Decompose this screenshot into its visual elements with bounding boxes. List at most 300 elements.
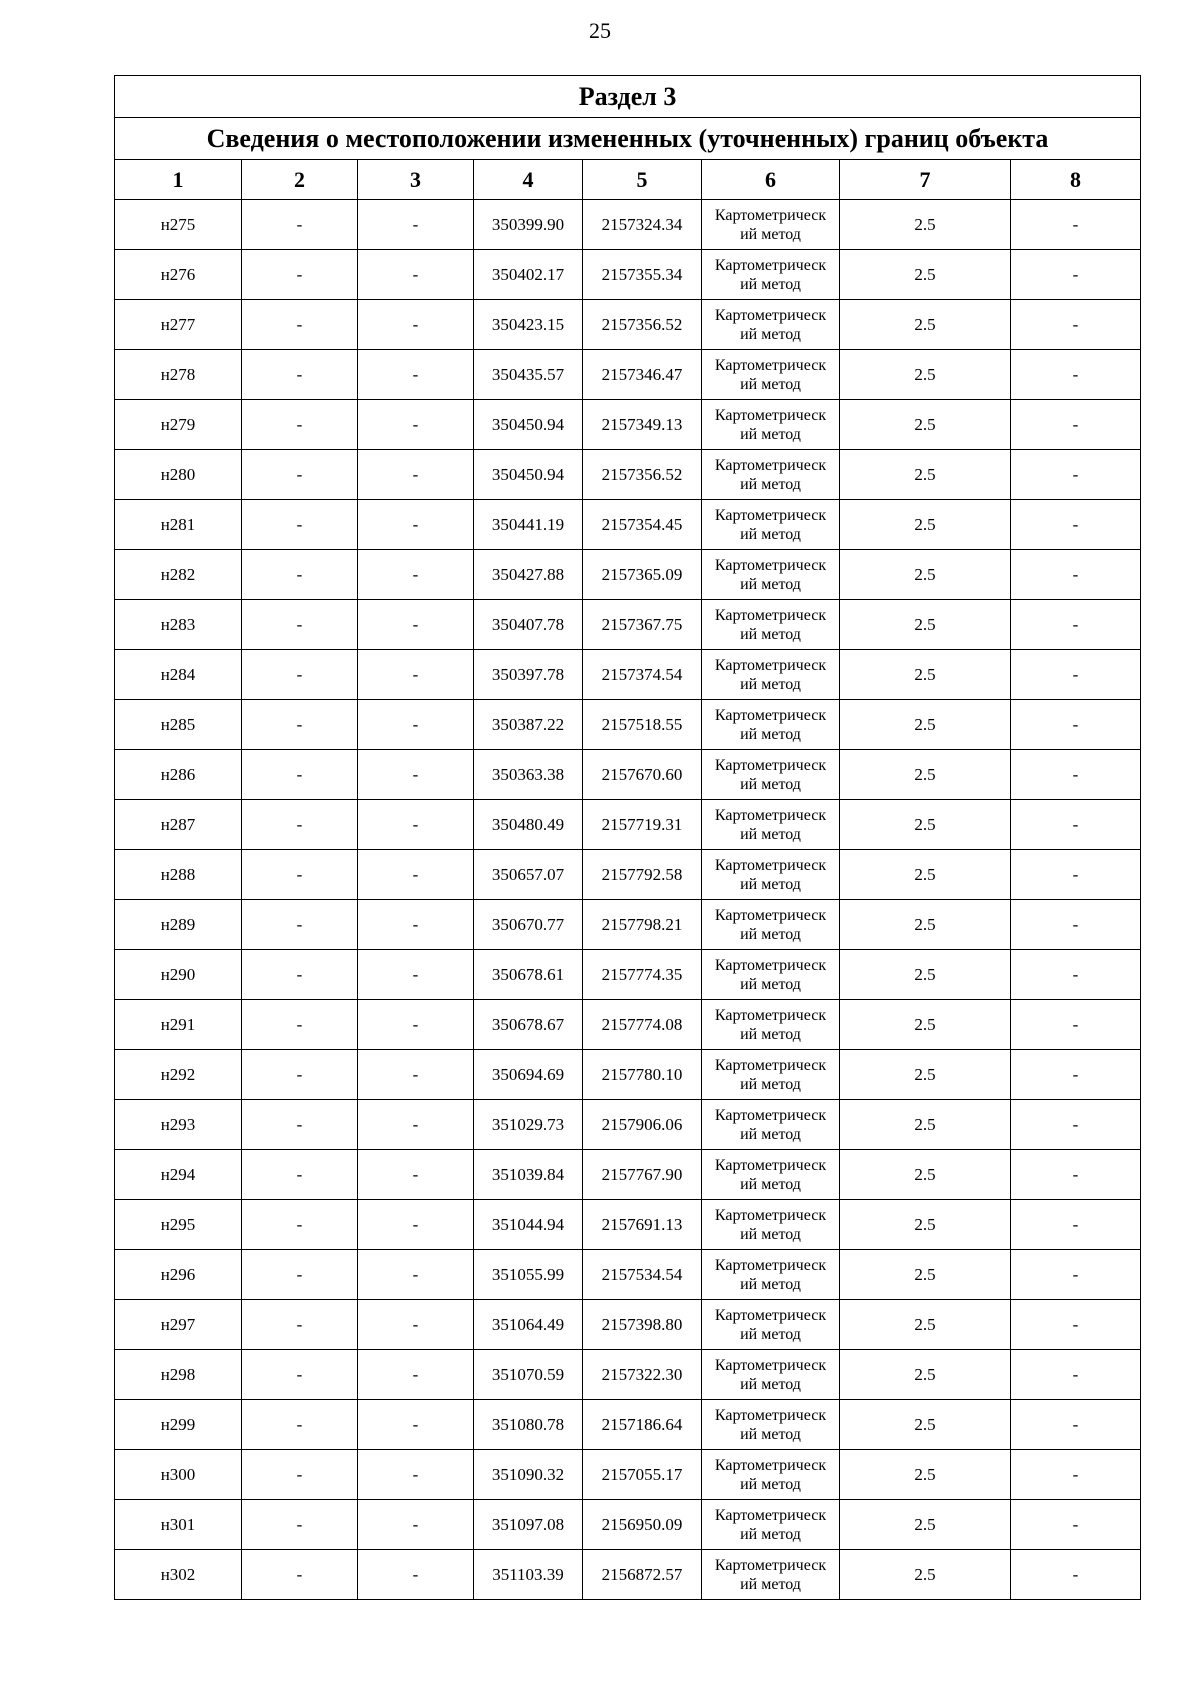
coordinate-y: 2157365.09 <box>583 550 702 600</box>
point-number: н282 <box>115 550 242 600</box>
coordinate-y: 2157780.10 <box>583 1050 702 1100</box>
method <box>702 1100 840 1150</box>
accuracy: 2.5 <box>840 650 1011 700</box>
cell-col2: - <box>242 1400 358 1450</box>
cell-col3: - <box>358 300 474 350</box>
method <box>702 600 840 650</box>
cell-col8: - <box>1011 350 1141 400</box>
method-line-1: Картометрическ <box>714 1506 827 1524</box>
cell-col3: - <box>358 750 474 800</box>
coordinate-x: 350407.78 <box>474 600 583 650</box>
coordinate-y: 2157670.60 <box>583 750 702 800</box>
method <box>702 1250 840 1300</box>
cell-col2: - <box>242 550 358 600</box>
cell-col8: - <box>1011 700 1141 750</box>
method-line-1: Картометрическ <box>714 1206 827 1224</box>
cell-col3: - <box>358 550 474 600</box>
point-number: н283 <box>115 600 242 650</box>
cell-col3: - <box>358 1500 474 1550</box>
method-line-2: ий метод <box>740 375 801 393</box>
method-line-2: ий метод <box>740 1475 801 1493</box>
coordinate-y: 2157691.13 <box>583 1200 702 1250</box>
point-number: н297 <box>115 1300 242 1350</box>
cell-col8: - <box>1011 1000 1141 1050</box>
table-row <box>115 850 1141 900</box>
accuracy: 2.5 <box>840 1550 1011 1600</box>
cell-col8: - <box>1011 900 1141 950</box>
method-line-2: ий метод <box>740 825 801 843</box>
coordinate-y: 2157534.54 <box>583 1250 702 1300</box>
coordinate-y: 2157767.90 <box>583 1150 702 1200</box>
coordinate-x: 351064.49 <box>474 1300 583 1350</box>
method-line-2: ий метод <box>740 425 801 443</box>
coordinate-x: 351039.84 <box>474 1150 583 1200</box>
table-row <box>115 900 1141 950</box>
coordinate-x: 351070.59 <box>474 1350 583 1400</box>
method-line-2: ий метод <box>740 775 801 793</box>
coordinate-x: 350450.94 <box>474 400 583 450</box>
coordinate-y: 2157719.31 <box>583 800 702 850</box>
method-line-1: Картометрическ <box>714 1256 827 1274</box>
method-line-1: Картометрическ <box>714 556 827 574</box>
method-line-2: ий метод <box>740 1575 801 1593</box>
point-number: н294 <box>115 1150 242 1200</box>
method-line-2: ий метод <box>740 475 801 493</box>
method-line-1: Картометрическ <box>714 1006 827 1024</box>
cell-col8: - <box>1011 550 1141 600</box>
coordinate-y: 2157798.21 <box>583 900 702 950</box>
method-line-1: Картометрическ <box>714 306 827 324</box>
cell-col3: - <box>358 400 474 450</box>
coordinate-y: 2157518.55 <box>583 700 702 750</box>
point-number: н300 <box>115 1450 242 1500</box>
accuracy: 2.5 <box>840 1000 1011 1050</box>
cell-col2: - <box>242 1450 358 1500</box>
point-number: н295 <box>115 1200 242 1250</box>
method <box>702 500 840 550</box>
cell-col8: - <box>1011 250 1141 300</box>
method-line-2: ий метод <box>740 1525 801 1543</box>
cell-col2: - <box>242 1300 358 1350</box>
cell-col2: - <box>242 500 358 550</box>
method <box>702 1500 840 1550</box>
point-number: н278 <box>115 350 242 400</box>
method-line-1: Картометрическ <box>714 906 827 924</box>
method-line-1: Картометрическ <box>714 356 827 374</box>
coordinate-y: 2157367.75 <box>583 600 702 650</box>
column-number: 3 <box>358 160 474 200</box>
point-number: н279 <box>115 400 242 450</box>
point-number: н293 <box>115 1100 242 1150</box>
point-number: н291 <box>115 1000 242 1050</box>
cell-col2: - <box>242 700 358 750</box>
table-row <box>115 1550 1141 1600</box>
cell-col2: - <box>242 1050 358 1100</box>
cell-col3: - <box>358 700 474 750</box>
method-line-2: ий метод <box>740 1375 801 1393</box>
method-line-1: Картометрическ <box>714 1356 827 1374</box>
point-number: н299 <box>115 1400 242 1450</box>
method <box>702 1200 840 1250</box>
cell-col8: - <box>1011 450 1141 500</box>
cell-col2: - <box>242 1550 358 1600</box>
point-number: н292 <box>115 1050 242 1100</box>
method-line-2: ий метод <box>740 1425 801 1443</box>
method-line-1: Картометрическ <box>714 1106 827 1124</box>
coordinate-x: 350387.22 <box>474 700 583 750</box>
coordinate-y: 2157906.06 <box>583 1100 702 1150</box>
method-line-2: ий метод <box>740 225 801 243</box>
method <box>702 1300 840 1350</box>
cell-col3: - <box>358 950 474 1000</box>
method-line-2: ий метод <box>740 875 801 893</box>
coordinate-x: 351029.73 <box>474 1100 583 1150</box>
column-number: 8 <box>1011 160 1141 200</box>
accuracy: 2.5 <box>840 1150 1011 1200</box>
point-number: н287 <box>115 800 242 850</box>
column-number: 6 <box>702 160 840 200</box>
method-line-2: ий метод <box>740 1125 801 1143</box>
coordinate-x: 351097.08 <box>474 1500 583 1550</box>
table-row <box>115 1000 1141 1050</box>
cell-col2: - <box>242 250 358 300</box>
table-body <box>115 200 1141 1600</box>
cell-col3: - <box>358 1100 474 1150</box>
coordinate-y: 2157349.13 <box>583 400 702 450</box>
cell-col2: - <box>242 900 358 950</box>
method-line-1: Картометрическ <box>714 206 827 224</box>
cell-col3: - <box>358 1450 474 1500</box>
cell-col3: - <box>358 250 474 300</box>
cell-col8: - <box>1011 1300 1141 1350</box>
method <box>702 1350 840 1400</box>
coordinate-y: 2156872.57 <box>583 1550 702 1600</box>
accuracy: 2.5 <box>840 900 1011 950</box>
cell-col3: - <box>358 1150 474 1200</box>
coordinates-table <box>114 75 1141 1600</box>
coordinate-x: 350427.88 <box>474 550 583 600</box>
coordinate-y: 2157774.35 <box>583 950 702 1000</box>
coordinate-x: 351080.78 <box>474 1400 583 1450</box>
cell-col3: - <box>358 850 474 900</box>
table-row <box>115 1200 1141 1250</box>
method <box>702 800 840 850</box>
cell-col8: - <box>1011 1050 1141 1100</box>
method-line-2: ий метод <box>740 1025 801 1043</box>
cell-col3: - <box>358 200 474 250</box>
method-line-2: ий метод <box>740 1275 801 1293</box>
method <box>702 900 840 950</box>
column-number: 5 <box>583 160 702 200</box>
table-row <box>115 1350 1141 1400</box>
cell-col2: - <box>242 650 358 700</box>
section-subtitle: Сведения о местоположении измененных (уточненных) границ объекта <box>115 118 1141 160</box>
method-line-2: ий метод <box>740 975 801 993</box>
table-row <box>115 1450 1141 1500</box>
method-line-1: Картометрическ <box>714 456 827 474</box>
method-line-2: ий метод <box>740 675 801 693</box>
point-number: н285 <box>115 700 242 750</box>
point-number: н296 <box>115 1250 242 1300</box>
point-number: н286 <box>115 750 242 800</box>
method <box>702 200 840 250</box>
table-row <box>115 1500 1141 1550</box>
accuracy: 2.5 <box>840 550 1011 600</box>
cell-col2: - <box>242 750 358 800</box>
table-row <box>115 250 1141 300</box>
method-line-1: Картометрическ <box>714 1306 827 1324</box>
cell-col3: - <box>358 800 474 850</box>
method-line-2: ий метод <box>740 1325 801 1343</box>
coordinate-x: 350399.90 <box>474 200 583 250</box>
cell-col3: - <box>358 600 474 650</box>
coordinate-y: 2157374.54 <box>583 650 702 700</box>
table-row <box>115 600 1141 650</box>
method-line-1: Картометрическ <box>714 706 827 724</box>
accuracy: 2.5 <box>840 350 1011 400</box>
accuracy: 2.5 <box>840 800 1011 850</box>
method-line-2: ий метод <box>740 1175 801 1193</box>
coordinate-y: 2157324.34 <box>583 200 702 250</box>
accuracy: 2.5 <box>840 1400 1011 1450</box>
accuracy: 2.5 <box>840 850 1011 900</box>
table-row <box>115 750 1141 800</box>
point-number: н298 <box>115 1350 242 1400</box>
coordinate-y: 2157346.47 <box>583 350 702 400</box>
method <box>702 1400 840 1450</box>
method-line-1: Картометрическ <box>714 806 827 824</box>
accuracy: 2.5 <box>840 450 1011 500</box>
cell-col2: - <box>242 600 358 650</box>
table-row <box>115 1100 1141 1150</box>
accuracy: 2.5 <box>840 500 1011 550</box>
coordinate-y: 2157055.17 <box>583 1450 702 1500</box>
cell-col2: - <box>242 1350 358 1400</box>
point-number: н290 <box>115 950 242 1000</box>
method <box>702 950 840 1000</box>
coordinate-x: 350657.07 <box>474 850 583 900</box>
method-line-2: ий метод <box>740 325 801 343</box>
coordinate-x: 350397.78 <box>474 650 583 700</box>
coordinate-x: 350441.19 <box>474 500 583 550</box>
coordinate-x: 351103.39 <box>474 1550 583 1600</box>
page-number: 25 <box>589 18 611 43</box>
method <box>702 1550 840 1600</box>
table-row <box>115 200 1141 250</box>
cell-col8: - <box>1011 600 1141 650</box>
cell-col3: - <box>358 1300 474 1350</box>
coordinate-x: 350480.49 <box>474 800 583 850</box>
table-row <box>115 1150 1141 1200</box>
method-line-1: Картометрическ <box>714 1056 827 1074</box>
table-row <box>115 1250 1141 1300</box>
method-line-1: Картометрическ <box>714 1556 827 1574</box>
accuracy: 2.5 <box>840 300 1011 350</box>
method-line-1: Картометрическ <box>714 1456 827 1474</box>
method <box>702 1000 840 1050</box>
method-line-1: Картометрическ <box>714 1156 827 1174</box>
coordinate-x: 350694.69 <box>474 1050 583 1100</box>
cell-col2: - <box>242 450 358 500</box>
cell-col3: - <box>358 1050 474 1100</box>
cell-col3: - <box>358 900 474 950</box>
method-line-2: ий метод <box>740 1075 801 1093</box>
method <box>702 750 840 800</box>
accuracy: 2.5 <box>840 950 1011 1000</box>
column-number: 1 <box>115 160 242 200</box>
method-line-1: Картометрическ <box>714 606 827 624</box>
method-line-1: Картометрическ <box>714 956 827 974</box>
accuracy: 2.5 <box>840 1200 1011 1250</box>
table-row <box>115 950 1141 1000</box>
cell-col8: - <box>1011 800 1141 850</box>
column-number: 7 <box>840 160 1011 200</box>
column-number: 4 <box>474 160 583 200</box>
coordinate-y: 2157398.80 <box>583 1300 702 1350</box>
method-line-1: Картометрическ <box>714 256 827 274</box>
cell-col3: - <box>358 1250 474 1300</box>
table-row <box>115 650 1141 700</box>
column-number-row <box>115 160 1141 200</box>
method-line-2: ий метод <box>740 725 801 743</box>
cell-col8: - <box>1011 1550 1141 1600</box>
method <box>702 850 840 900</box>
accuracy: 2.5 <box>840 1300 1011 1350</box>
coordinate-x: 350450.94 <box>474 450 583 500</box>
method-line-1: Картометрическ <box>714 506 827 524</box>
point-number: н288 <box>115 850 242 900</box>
accuracy: 2.5 <box>840 1450 1011 1500</box>
method <box>702 450 840 500</box>
cell-col8: - <box>1011 200 1141 250</box>
cell-col8: - <box>1011 1150 1141 1200</box>
column-number: 2 <box>242 160 358 200</box>
coordinate-x: 350363.38 <box>474 750 583 800</box>
cell-col8: - <box>1011 400 1141 450</box>
table-row <box>115 550 1141 600</box>
cell-col2: - <box>242 950 358 1000</box>
cell-col8: - <box>1011 1450 1141 1500</box>
point-number: н289 <box>115 900 242 950</box>
cell-col2: - <box>242 1100 358 1150</box>
cell-col3: - <box>358 450 474 500</box>
method <box>702 1150 840 1200</box>
coordinate-y: 2156950.09 <box>583 1500 702 1550</box>
coordinate-x: 350402.17 <box>474 250 583 300</box>
method-line-2: ий метод <box>740 525 801 543</box>
coordinate-x: 350435.57 <box>474 350 583 400</box>
cell-col3: - <box>358 650 474 700</box>
method <box>702 250 840 300</box>
coordinate-x: 351044.94 <box>474 1200 583 1250</box>
cell-col2: - <box>242 400 358 450</box>
method-line-2: ий метод <box>740 1225 801 1243</box>
method-line-1: Картометрическ <box>714 1406 827 1424</box>
cell-col2: - <box>242 300 358 350</box>
cell-col2: - <box>242 1200 358 1250</box>
cell-col8: - <box>1011 1400 1141 1450</box>
cell-col8: - <box>1011 500 1141 550</box>
table-row <box>115 1400 1141 1450</box>
accuracy: 2.5 <box>840 1050 1011 1100</box>
table-row <box>115 350 1141 400</box>
method <box>702 300 840 350</box>
point-number: н301 <box>115 1500 242 1550</box>
cell-col8: - <box>1011 1250 1141 1300</box>
method <box>702 650 840 700</box>
coordinate-x: 351090.32 <box>474 1450 583 1500</box>
method <box>702 1050 840 1100</box>
method-line-2: ий метод <box>740 575 801 593</box>
cell-col2: - <box>242 1150 358 1200</box>
method <box>702 350 840 400</box>
coordinate-y: 2157774.08 <box>583 1000 702 1050</box>
method-line-1: Картометрическ <box>714 856 827 874</box>
method-line-2: ий метод <box>740 925 801 943</box>
cell-col8: - <box>1011 1100 1141 1150</box>
method-line-1: Картометрическ <box>714 406 827 424</box>
coordinate-y: 2157186.64 <box>583 1400 702 1450</box>
point-number: н276 <box>115 250 242 300</box>
cell-col8: - <box>1011 1200 1141 1250</box>
cell-col3: - <box>358 1400 474 1450</box>
point-number: н302 <box>115 1550 242 1600</box>
coordinate-y: 2157354.45 <box>583 500 702 550</box>
table-row <box>115 450 1141 500</box>
accuracy: 2.5 <box>840 1350 1011 1400</box>
cell-col3: - <box>358 1350 474 1400</box>
accuracy: 2.5 <box>840 250 1011 300</box>
cell-col8: - <box>1011 1500 1141 1550</box>
method-line-2: ий метод <box>740 275 801 293</box>
table-row <box>115 1300 1141 1350</box>
point-number: н277 <box>115 300 242 350</box>
table-row <box>115 700 1141 750</box>
point-number: н280 <box>115 450 242 500</box>
cell-col8: - <box>1011 300 1141 350</box>
cell-col3: - <box>358 1000 474 1050</box>
point-number: н275 <box>115 200 242 250</box>
coordinate-x: 350678.67 <box>474 1000 583 1050</box>
coordinate-y: 2157356.52 <box>583 450 702 500</box>
coordinate-y: 2157322.30 <box>583 1350 702 1400</box>
cell-col3: - <box>358 500 474 550</box>
cell-col2: - <box>242 1500 358 1550</box>
cell-col3: - <box>358 1550 474 1600</box>
accuracy: 2.5 <box>840 400 1011 450</box>
method <box>702 400 840 450</box>
coordinate-y: 2157355.34 <box>583 250 702 300</box>
coordinate-x: 350678.61 <box>474 950 583 1000</box>
cell-col2: - <box>242 1250 358 1300</box>
accuracy: 2.5 <box>840 700 1011 750</box>
section-title: Раздел 3 <box>115 76 1141 118</box>
accuracy: 2.5 <box>840 1250 1011 1300</box>
cell-col8: - <box>1011 850 1141 900</box>
table-row <box>115 800 1141 850</box>
table-row <box>115 500 1141 550</box>
coordinate-y: 2157356.52 <box>583 300 702 350</box>
coordinate-x: 350423.15 <box>474 300 583 350</box>
cell-col2: - <box>242 1000 358 1050</box>
table-row <box>115 1050 1141 1100</box>
coordinate-y: 2157792.58 <box>583 850 702 900</box>
accuracy: 2.5 <box>840 200 1011 250</box>
point-number: н284 <box>115 650 242 700</box>
cell-col2: - <box>242 200 358 250</box>
method <box>702 1450 840 1500</box>
method-line-1: Картометрическ <box>714 756 827 774</box>
